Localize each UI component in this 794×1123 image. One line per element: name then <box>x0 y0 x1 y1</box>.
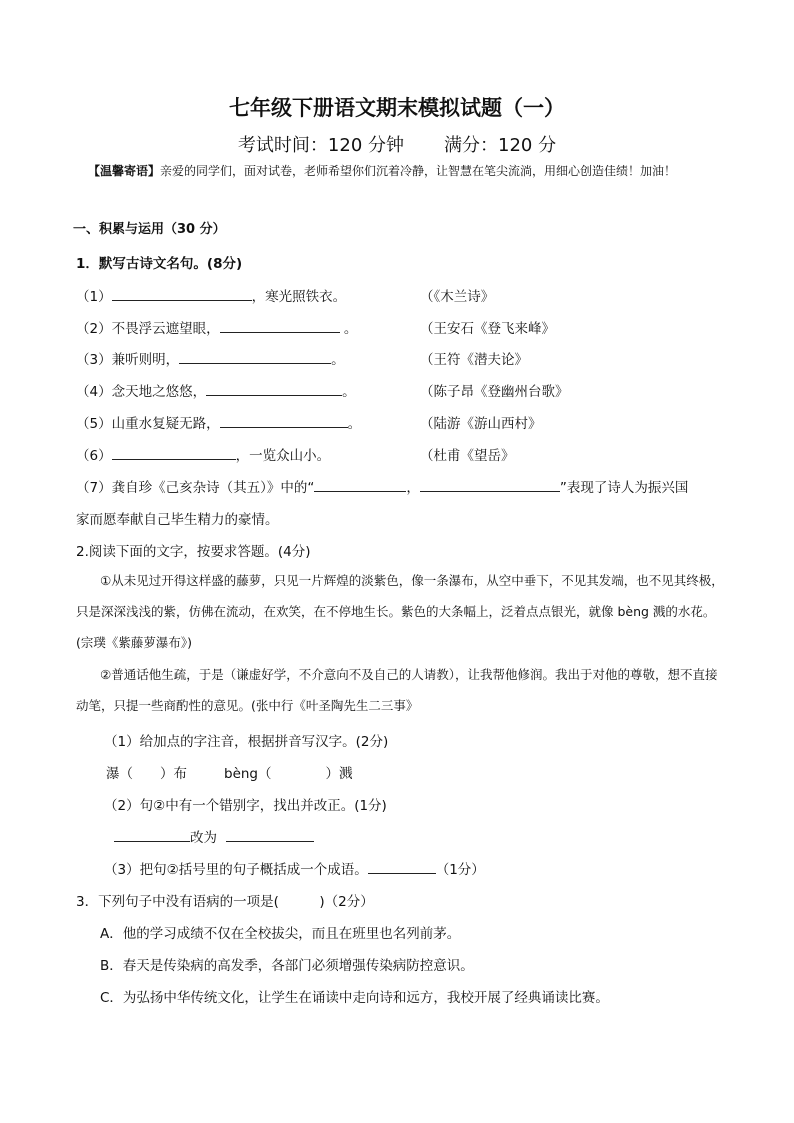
item-text: （3）把句②括号里的句子概括成一个成语。 <box>104 862 368 878</box>
answer-blank[interactable] <box>179 349 331 364</box>
greeting-text: 亲爱的同学们，面对试卷，老师希望你们沉着冷静，让智慧在笔尖流淌，用细心创造佳绩！加油！ <box>160 164 677 178</box>
answer-blank[interactable] <box>368 859 436 874</box>
item-text: 不畏浮云遮望眼， <box>111 321 220 337</box>
answer-blank[interactable] <box>226 827 314 842</box>
option-c[interactable]: C．为弘扬中华传统文化，让学生在诵读中走向诗和远方，我校开展了经典诵读比赛。 <box>100 990 609 1006</box>
correction-line <box>114 826 314 846</box>
item-text: 。 <box>331 352 345 368</box>
item-source: （王安石《登飞来峰》 <box>420 321 555 337</box>
item-source: （《木兰诗》 <box>420 289 495 305</box>
dictation-item <box>76 317 357 337</box>
item-source: （王符《潜夫论》 <box>420 352 528 368</box>
item-text: 。 <box>342 384 356 400</box>
pinyin-item-a: 瀑（ ）布 <box>106 766 187 782</box>
section-heading: 一、积累与运用（30 分） <box>73 222 226 237</box>
question-2-title: 2.阅读下面的文字，按要求答题。(4分) <box>76 544 311 560</box>
item-text: 。 <box>347 416 362 432</box>
item-source: （陈子昂《登幽州台歌》 <box>420 384 569 400</box>
answer-blank[interactable] <box>220 318 340 333</box>
item-number: （5） <box>76 416 112 432</box>
answer-blank[interactable] <box>206 381 342 396</box>
greeting-head: 【温馨寄语】 <box>88 164 161 178</box>
item-number: （1） <box>76 289 112 305</box>
item-text: 。 <box>343 321 358 337</box>
answer-blank[interactable] <box>420 477 560 492</box>
answer-blank[interactable] <box>112 445 236 460</box>
item-text: 家而愿奉献自己毕生精力的豪情。 <box>76 512 279 528</box>
item-source: （杜甫《望岳》 <box>420 448 515 464</box>
answer-blank[interactable] <box>220 413 348 428</box>
item-number: （6） <box>76 448 112 464</box>
dictation-item <box>76 285 346 305</box>
item-number: （2） <box>76 321 112 337</box>
item-text: 念天地之悠悠， <box>111 384 207 400</box>
item-text: 改为 <box>190 830 217 846</box>
dictation-item <box>76 444 330 464</box>
sub-question-2: （2）句②中有一个错别字，找出并改正。(1分) <box>104 798 387 814</box>
item-text: ，一览众山小。 <box>235 448 331 464</box>
option-a[interactable]: A．他的学习成绩不仅在全校拔尖，而且在班里也名列前茅。 <box>100 926 461 942</box>
dictation-item <box>76 348 345 368</box>
answer-blank[interactable] <box>112 286 252 301</box>
dictation-item <box>76 412 361 432</box>
item-text: 山重水复疑无路， <box>111 416 220 432</box>
exam-info <box>0 131 794 157</box>
pinyin-item-b: bèng（ ）溅 <box>224 766 353 782</box>
option-b[interactable]: B．春天是传染病的高发季，各部门必须增强传染病防控意识。 <box>100 958 474 974</box>
dictation-item-7 <box>76 476 688 496</box>
exam-time: 考试时间：120 分钟 <box>237 135 404 156</box>
item-text: 兼听则明， <box>111 352 180 368</box>
sub-question-3 <box>104 858 485 878</box>
answer-blank[interactable] <box>314 477 406 492</box>
question-3-title: 3．下列句子中没有语病的一项是( )（2分） <box>76 894 374 910</box>
dictation-item <box>76 380 356 400</box>
greeting-note <box>88 158 728 185</box>
reading-passage-2: ②普通话他生疏，于是（谦虚好学，不介意向不及自己的人请教），让我帮他修润。我出于对他的尊敬，想不直接动笔，只提一些商酌性的意见。(张中行《叶圣陶先生二三事》 <box>76 667 718 713</box>
item-text: ，寒光照铁衣。 <box>251 289 347 305</box>
item-text: （1分） <box>435 862 485 878</box>
sub-question-1: （1）给加点的字注音，根据拼音写汉字。(2分) <box>104 734 389 750</box>
exam-score: 满分：120 分 <box>444 135 557 156</box>
item-text: （7）龚自珍《己亥杂诗（其五）》中的“ <box>76 480 315 496</box>
exam-title: 七年级下册语文期末模拟试题（一） <box>229 96 565 120</box>
question-1-title: 1．默写古诗文名句。(8分) <box>76 256 243 272</box>
reading-passage-1: ①从未见过开得这样盛的藤萝，只见一片辉煌的淡紫色，像一条瀑布，从空中垂下，不见其发端，也不见其终极，只是深深浅浅的紫，仿佛在流动，在欢笑，在不停地生长。紫色的大条幅上，泛着点点银光，就像 bèng 溅的水花。(宗璞《紫藤萝瀑布》) <box>76 573 724 650</box>
item-text: ”表现了诗人为振兴国 <box>559 480 689 496</box>
item-text: ， <box>406 480 420 496</box>
item-number: （4） <box>76 384 112 400</box>
item-source: （陆游《游山西村》 <box>420 416 542 432</box>
answer-blank[interactable] <box>114 827 190 842</box>
item-number: （3） <box>76 352 112 368</box>
